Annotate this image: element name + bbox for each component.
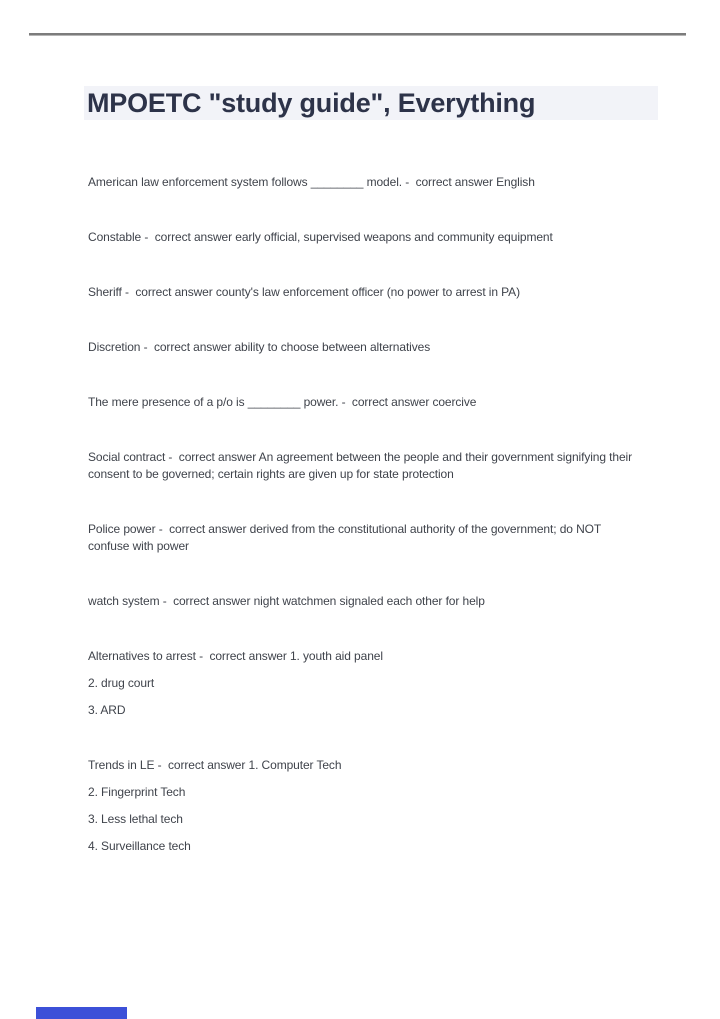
qa-list — [88, 174, 636, 893]
qa-paragraph: watch system - correct answer night watchmen signaled each other for help — [88, 594, 485, 608]
qa-item — [88, 593, 633, 610]
qa-paragraph: Police power - correct answer derived from the constitutional authority of the government; do NOT confuse with power — [88, 522, 605, 553]
qa-item — [88, 284, 633, 301]
qa-item — [88, 757, 633, 855]
top-divider-rule — [29, 33, 686, 36]
qa-item — [88, 648, 633, 719]
qa-paragraph: 3. Less lethal tech — [88, 812, 183, 826]
qa-item — [88, 339, 633, 356]
qa-paragraph: Sheriff - correct answer county's law enforcement officer (no power to arrest in PA) — [88, 285, 520, 299]
qa-item — [88, 394, 633, 411]
qa-paragraph: Trends in LE - correct answer 1. Computer Tech — [88, 758, 342, 772]
qa-item — [88, 229, 633, 246]
qa-paragraph: Alternatives to arrest - correct answer 1. youth aid panel — [88, 649, 383, 663]
qa-paragraph: Constable - correct answer early official, supervised weapons and community equipment — [88, 230, 553, 244]
qa-paragraph: 2. drug court — [88, 676, 155, 690]
qa-item — [88, 521, 633, 555]
qa-item — [88, 174, 633, 191]
qa-paragraph: American law enforcement system follows ________ model. - correct answer English — [88, 175, 535, 189]
qa-paragraph: The mere presence of a p/o is ________ power. - correct answer coercive — [88, 395, 477, 409]
qa-paragraph: 3. ARD — [88, 703, 126, 717]
bottom-page-fragment — [36, 1007, 127, 1019]
qa-paragraph: Social contract - correct answer An agreement between the people and their government signifying their consent to be governed; certain rights are given up for state protection — [88, 450, 636, 481]
qa-paragraph: Discretion - correct answer ability to choose between alternatives — [88, 340, 431, 354]
qa-paragraph: 2. Fingerprint Tech — [88, 785, 186, 799]
qa-item — [88, 449, 636, 483]
page-title: MPOETC "study guide", Everything — [84, 86, 658, 120]
qa-paragraph: 4. Surveillance tech — [88, 839, 191, 853]
